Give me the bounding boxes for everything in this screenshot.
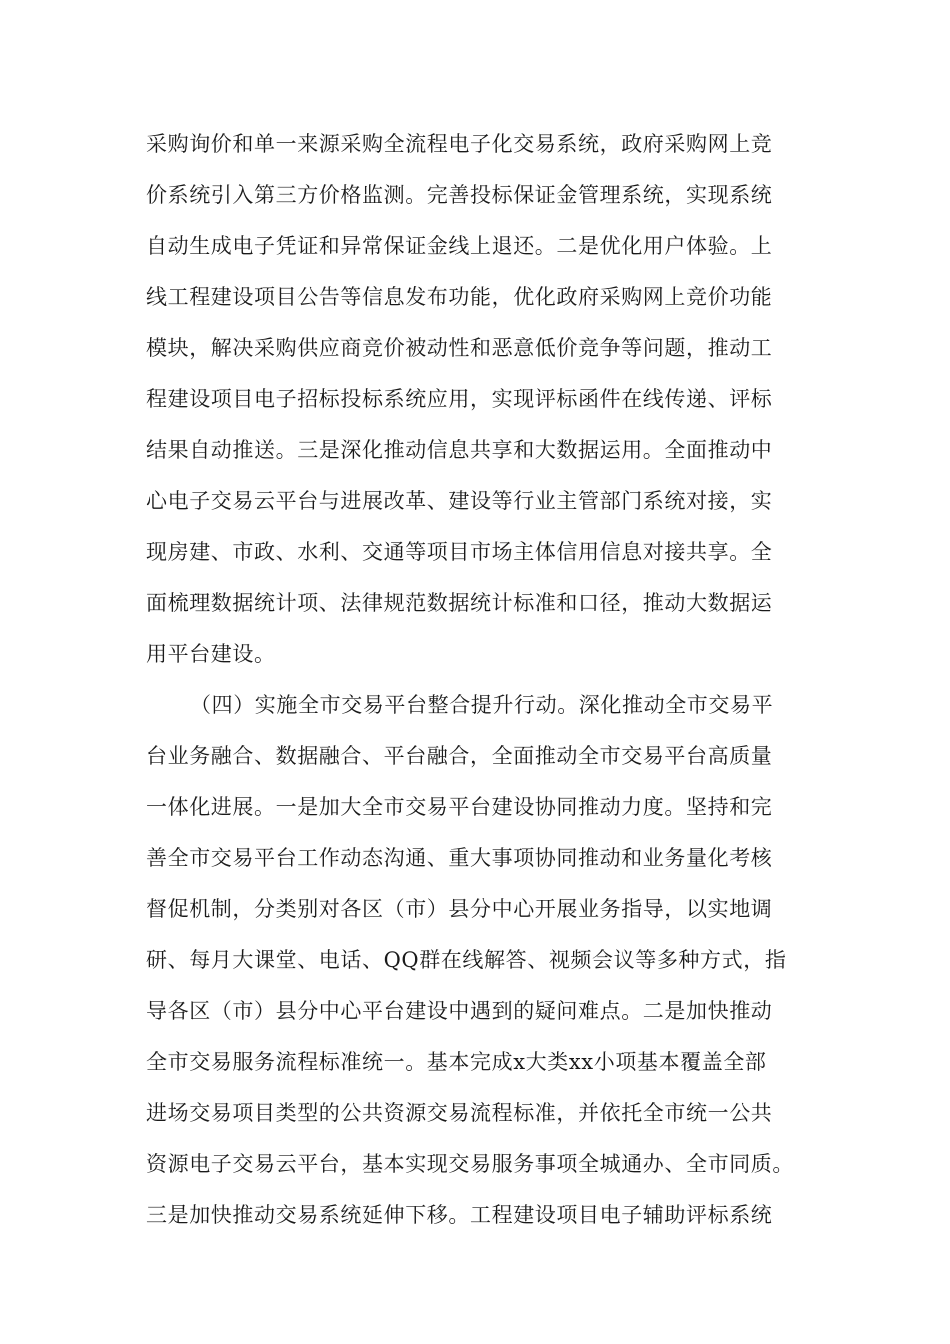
text-line: 用平台建设。: [146, 642, 276, 666]
text-line: 一体化进展。一是加大全市交易平台建设协同推动力度。坚持和完: [146, 795, 773, 819]
text-line: 台业务融合、数据融合、平台融合，全面推动全市交易平台高质量: [146, 744, 773, 768]
text-line: 价系统引入第三方价格监测。完善投标保证金管理系统，实现系统: [146, 183, 773, 207]
text-line: 导各区（市）县分中心平台建设中遇到的疑问难点。二是加快推动: [146, 999, 773, 1023]
text-line: 心电子交易云平台与进展改革、建设等行业主管部门系统对接，实: [146, 489, 773, 513]
text-line: 研、每月大课堂、电话、QQ群在线解答、视频会议等多种方式，指: [146, 948, 787, 972]
text-line: 模块，解决采购供应商竞价被动性和恶意低价竞争等问题，推动工: [146, 336, 773, 360]
text-line: 采购询价和单一来源采购全流程电子化交易系统，政府采购网上竞: [146, 132, 773, 156]
text-line: 督促机制，分类别对各区（市）县分中心开展业务指导，以实地调: [146, 897, 773, 921]
text-line: 三是加快推动交易系统延伸下移。工程建设项目电子辅助评标系统: [146, 1203, 773, 1227]
text-line: 全市交易服务流程标准统一。基本完成x大类xx小项基本覆盖全部: [146, 1050, 767, 1074]
body-text: [146, 128, 816, 1250]
text-line: 进场交易项目类型的公共资源交易流程标准，并依托全市统一公共: [146, 1101, 773, 1125]
text-line: 善全市交易平台工作动态沟通、重大事项协同推动和业务量化考核: [146, 846, 773, 870]
text-line: 程建设项目电子招标投标系统应用，实现评标函件在线传递、评标: [146, 387, 773, 411]
text-line: 线工程建设项目公告等信息发布功能，优化政府采购网上竞价功能: [146, 285, 773, 309]
text-line: 结果自动推送。三是深化推动信息共享和大数据运用。全面推动中: [146, 438, 773, 462]
text-line: 资源电子交易云平台，基本实现交易服务事项全城通办、全市同质。: [146, 1152, 794, 1176]
section-heading-line: （四）实施全市交易平台整合提升行动。深化推动全市交易平: [190, 693, 774, 717]
text-line: 现房建、市政、水利、交通等项目市场主体信用信息对接共享。全: [146, 540, 773, 564]
text-line: 面梳理数据统计项、法律规范数据统计标准和口径，推动大数据运: [146, 591, 773, 615]
text-line: 自动生成电子凭证和异常保证金线上退还。二是优化用户体验。上: [146, 234, 773, 258]
